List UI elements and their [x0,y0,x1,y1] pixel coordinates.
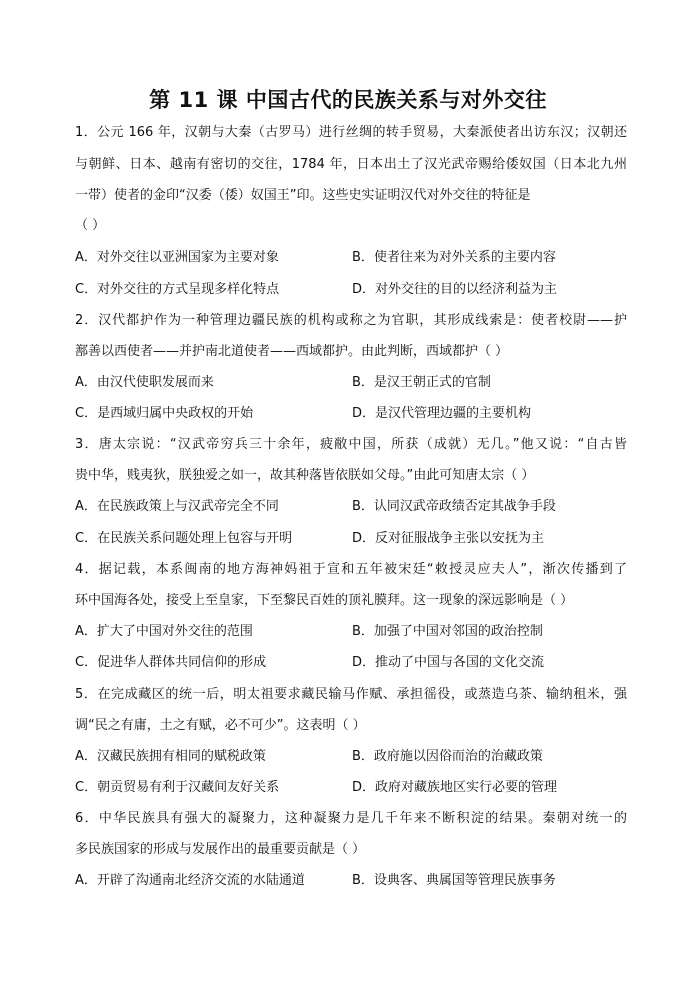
question-1-line-2: 与朝鲜、日本、越南有密切的交往，1784 年，日本出土了汉光武帝赐给倭奴国（日本北九州 [75,157,627,172]
question-3-line-1: 3．唐太宗说：“汉武帝穷兵三十余年，疲敝中国，所获（成就）无几。”他又说：“自古皆 [75,437,627,452]
question-2-option-a: A．由汉代使职发展而来 [75,375,214,390]
question-3-option-d: D．反对征服战争主张以安抚为主 [352,531,545,546]
question-1-line-1: 1．公元 166 年，汉朝与大秦（古罗马）进行丝绸的转手贸易，大秦派使者出访东汉；汉朝还 [75,125,627,140]
page-title: 第 11 课 中国古代的民族关系与对外交往 [149,88,547,112]
question-2-option-d: D．是汉代管理边疆的主要机构 [352,406,532,421]
question-1-option-b: B．使者往来为对外关系的主要内容 [352,250,556,265]
question-2-option-b: B．是汉王朝正式的官制 [352,375,491,390]
question-5-option-d: D．政府对藏族地区实行必要的管理 [352,780,558,795]
question-1-line-3: 一带）使者的金印“汉委（倭）奴国王”印。这些史实证明汉代对外交往的特征是 [75,188,531,203]
question-1-option-d: D．对外交往的目的以经济利益为主 [352,282,558,297]
question-5-option-a: A．汉藏民族拥有相同的赋税政策 [75,749,266,764]
question-4-option-b: B．加强了中国对邻国的政治控制 [352,624,543,639]
question-3-option-a: A．在民族政策上与汉武帝完全不同 [75,499,279,514]
question-1-option-c: C．对外交往的方式呈现多样化特点 [75,282,280,297]
question-2-line-2: 鄯善以西使者——并护南北道使者——西域都护。由此判断，西域都护（ ） [75,344,509,359]
question-5-option-b: B．政府施以因俗而治的治藏政策 [352,749,543,764]
question-5-line-2: 调“民之有庸，土之有赋，必不可少”。这表明（ ） [75,718,366,733]
question-1-option-a: A．对外交往以亚洲国家为主要对象 [75,250,279,265]
question-2-option-c: C．是西域归属中央政权的开始 [75,406,254,421]
question-6-line-1: 6．中华民族具有强大的凝聚力，这种凝聚力是几千年来不断积淀的结果。秦朝对统一的 [75,811,627,826]
question-4-line-2: 环中国海各处，接受上至皇家，下至黎民百姓的顶礼膜拜。这一现象的深远影响是（ ） [75,593,574,608]
question-4-line-1: 4．据记载，本系闽南的地方海神妈祖于宣和五年被宋廷“敕授灵应夫人”，渐次传播到了 [75,562,627,577]
question-1-answer-bracket: （ ） [75,218,106,233]
question-2-line-1: 2．汉代都护作为一种管理边疆民族的机构或称之为官职，其形成线索是：使者校尉——护 [75,313,627,328]
question-3-line-2: 贵中华，贱夷狄，朕独爱之如一，故其种落皆依朕如父母。”由此可知唐太宗（ ） [75,468,535,483]
question-6-line-2: 多民族国家的形成与发展作出的最重要贡献是（ ） [75,842,366,857]
question-5-option-c: C．朝贡贸易有利于汉藏间友好关系 [75,780,280,795]
question-4-option-d: D．推动了中国与各国的文化交流 [352,655,545,670]
question-6-option-b: B．设典客、典属国等管理民族事务 [352,873,556,888]
question-4-option-a: A．扩大了中国对外交往的范围 [75,624,253,639]
question-5-line-1: 5．在完成藏区的统一后，明太祖要求藏民输马作赋、承担徭役，或蒸造乌茶、输纳租米，强 [75,687,627,702]
question-4-option-c: C．促进华人群体共同信仰的形成 [75,655,267,670]
question-6-option-a: A．开辟了沟通南北经济交流的水陆通道 [75,873,305,888]
question-3-option-c: C．在民族关系问题处理上包容与开明 [75,531,293,546]
question-3-option-b: B．认同汉武帝政绩否定其战争手段 [352,499,556,514]
